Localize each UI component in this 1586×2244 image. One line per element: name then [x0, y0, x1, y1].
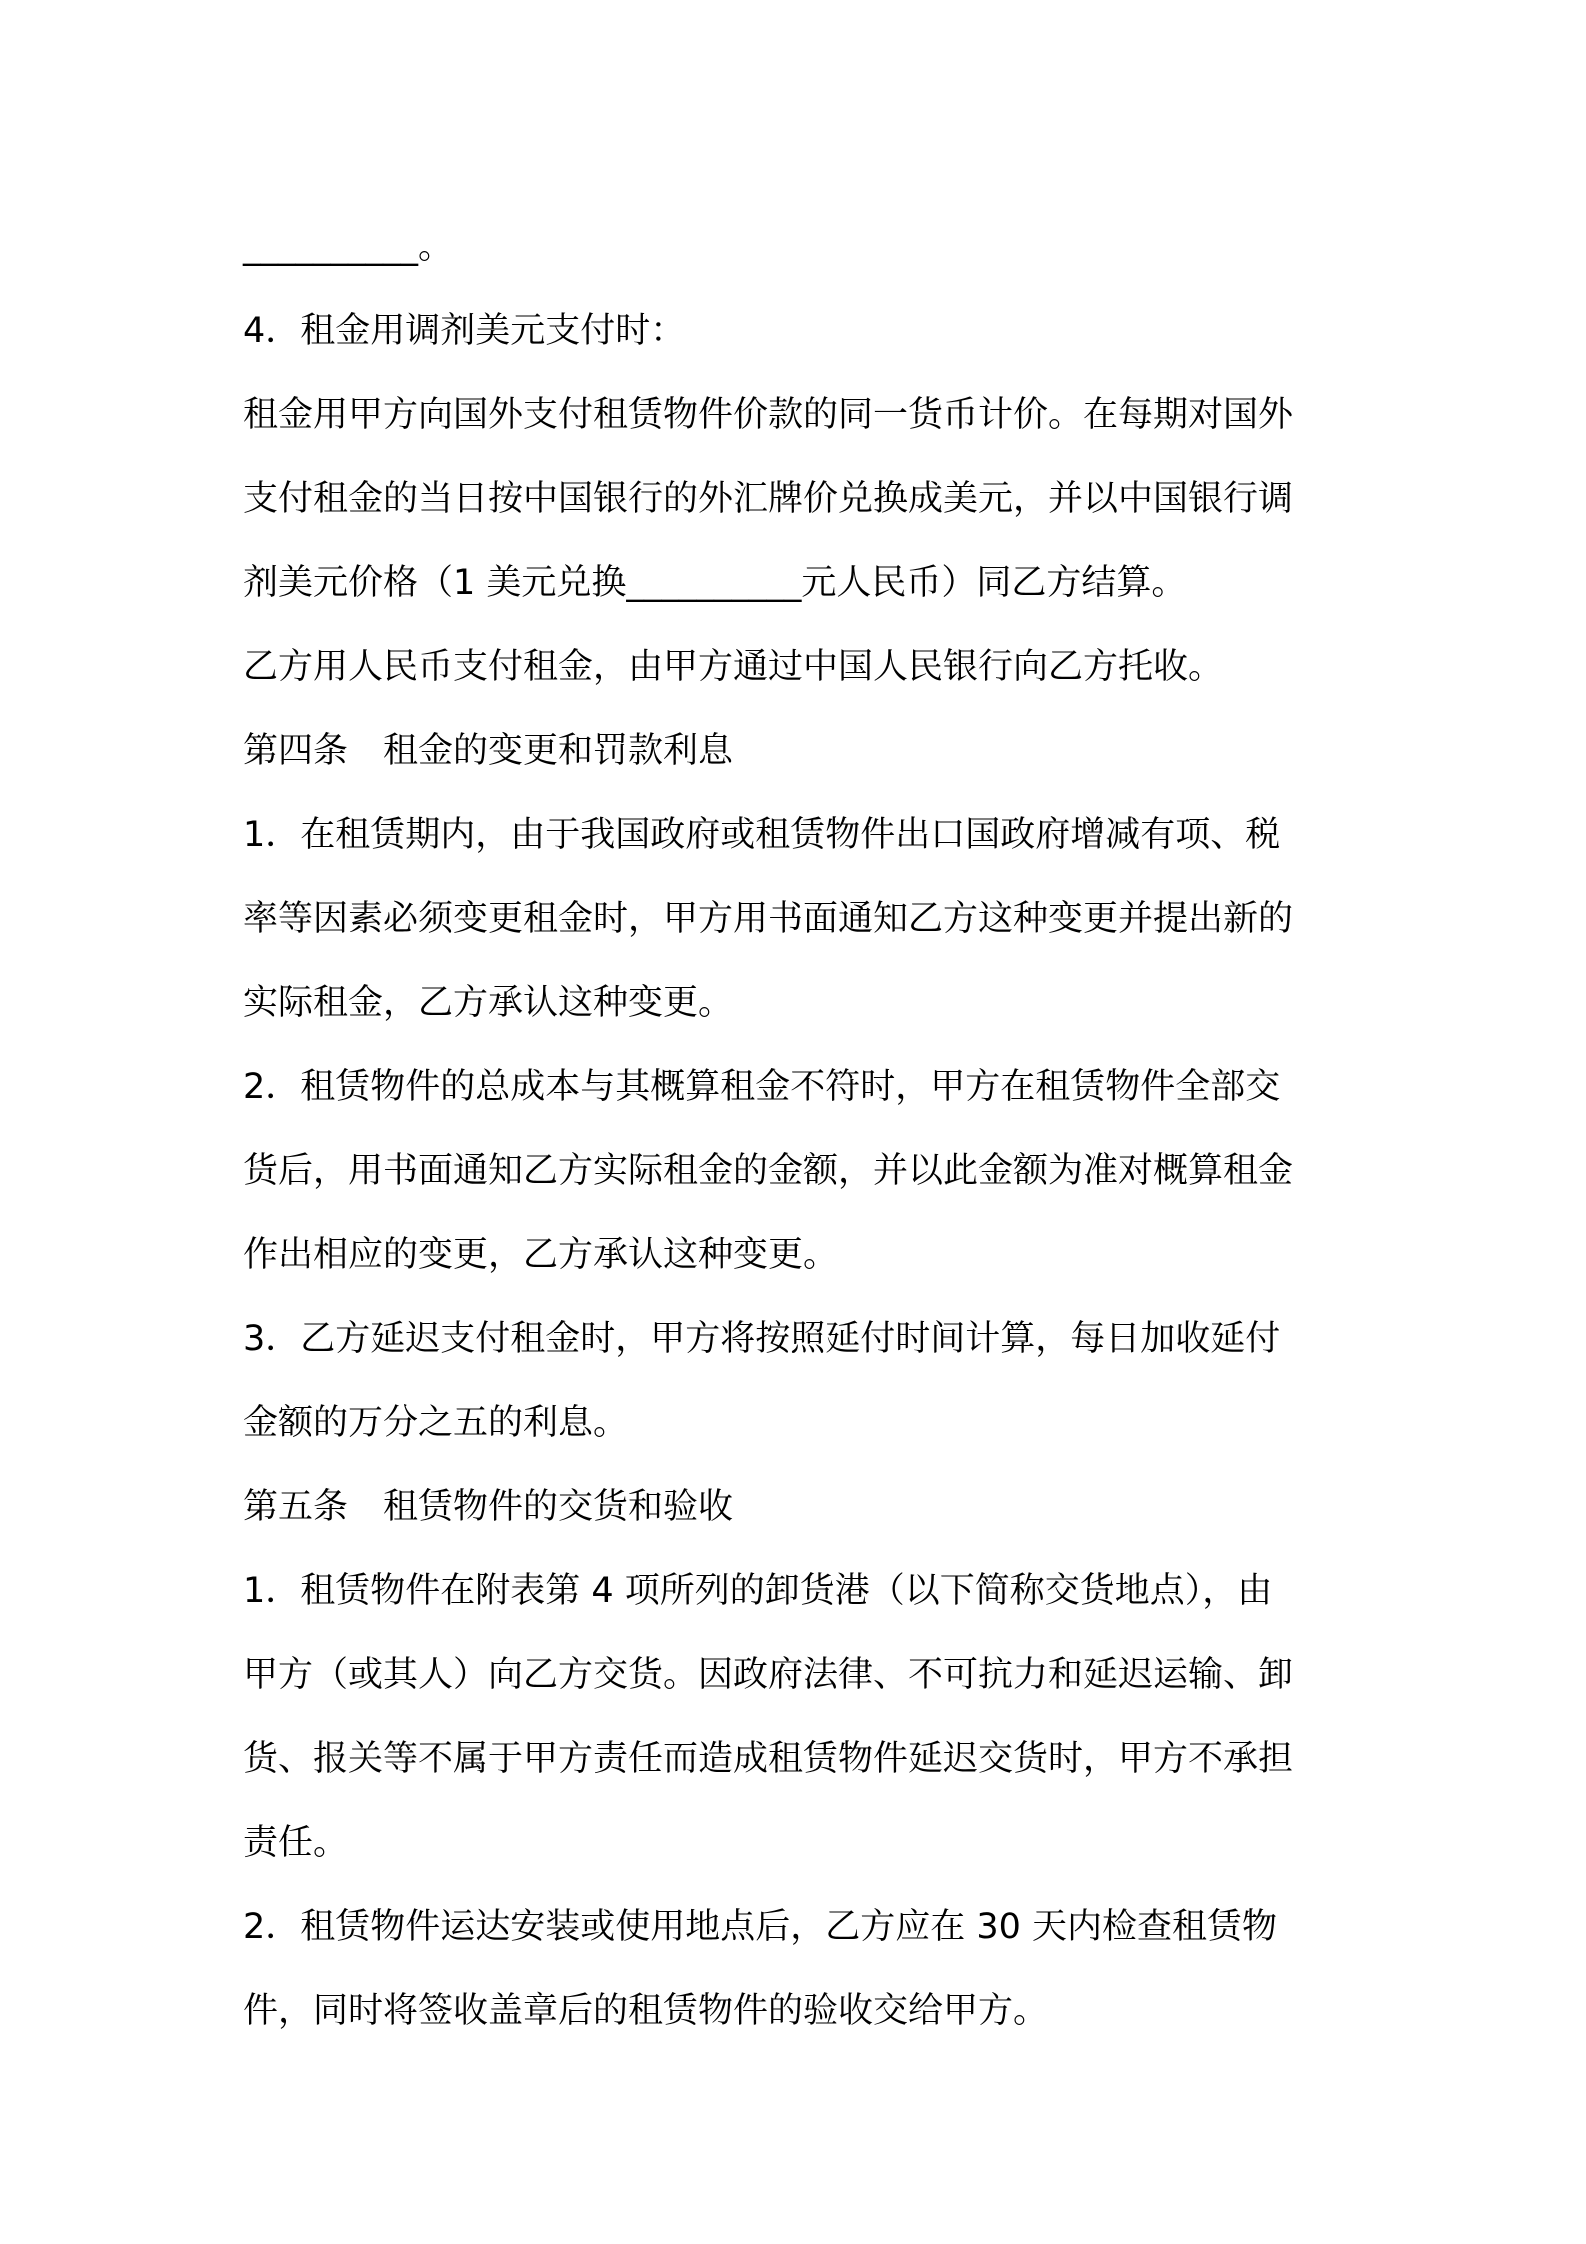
article-heading: 第五条 租赁物件的交货和验收 — [243, 1487, 734, 1527]
text-line: 2．租赁物件运达安装或使用地点后，乙方应在 30 天内检查租赁物 — [243, 1907, 1278, 1947]
text-line: 剂美元价格（1 美元兑换__________元人民币）同乙方结算。 — [243, 563, 1187, 603]
text-line: 率等因素必须变更租金时，甲方用书面通知乙方这种变更并提出新的 — [243, 899, 1294, 939]
text-line: 责任。 — [243, 1823, 349, 1863]
text-line: 件，同时将签收盖章后的租赁物件的验收交给甲方。 — [243, 1991, 1049, 2031]
article-heading: 第四条 租金的变更和罚款利息 — [243, 731, 734, 771]
text-line: 货、报关等不属于甲方责任而造成租赁物件延迟交货时，甲方不承担 — [243, 1739, 1294, 1779]
text-line: 甲方（或其人）向乙方交货。因政府法律、不可抗力和延迟运输、卸 — [243, 1655, 1294, 1695]
text-line: 金额的万分之五的利息。 — [243, 1403, 629, 1443]
text-line: 实际租金，乙方承认这种变更。 — [243, 983, 734, 1023]
text-line: 1．租赁物件在附表第 4 项所列的卸货港（以下简称交货地点），由 — [243, 1571, 1273, 1611]
document-body — [243, 205, 1355, 2053]
text-line: __________。 — [243, 227, 454, 267]
text-line: 租金用甲方向国外支付租赁物件价款的同一货币计价。在每期对国外 — [243, 395, 1294, 435]
text-line: 2．租赁物件的总成本与其概算租金不符时，甲方在租赁物件全部交 — [243, 1067, 1281, 1107]
text-line: 作出相应的变更，乙方承认这种变更。 — [243, 1235, 839, 1275]
text-line: 3．乙方延迟支付租金时，甲方将按照延付时间计算，每日加收延付 — [243, 1319, 1281, 1359]
clause-heading-line: 4．租金用调剂美元支付时： — [243, 311, 686, 351]
text-line: 货后，用书面通知乙方实际租金的金额，并以此金额为准对概算租金 — [243, 1151, 1294, 1191]
text-line: 1．在租赁期内，由于我国政府或租赁物件出口国政府增减有项、税 — [243, 815, 1281, 855]
text-line: 乙方用人民币支付租金，由甲方通过中国人民银行向乙方托收。 — [243, 647, 1224, 687]
text-line: 支付租金的当日按中国银行的外汇牌价兑换成美元，并以中国银行调 — [243, 479, 1294, 519]
